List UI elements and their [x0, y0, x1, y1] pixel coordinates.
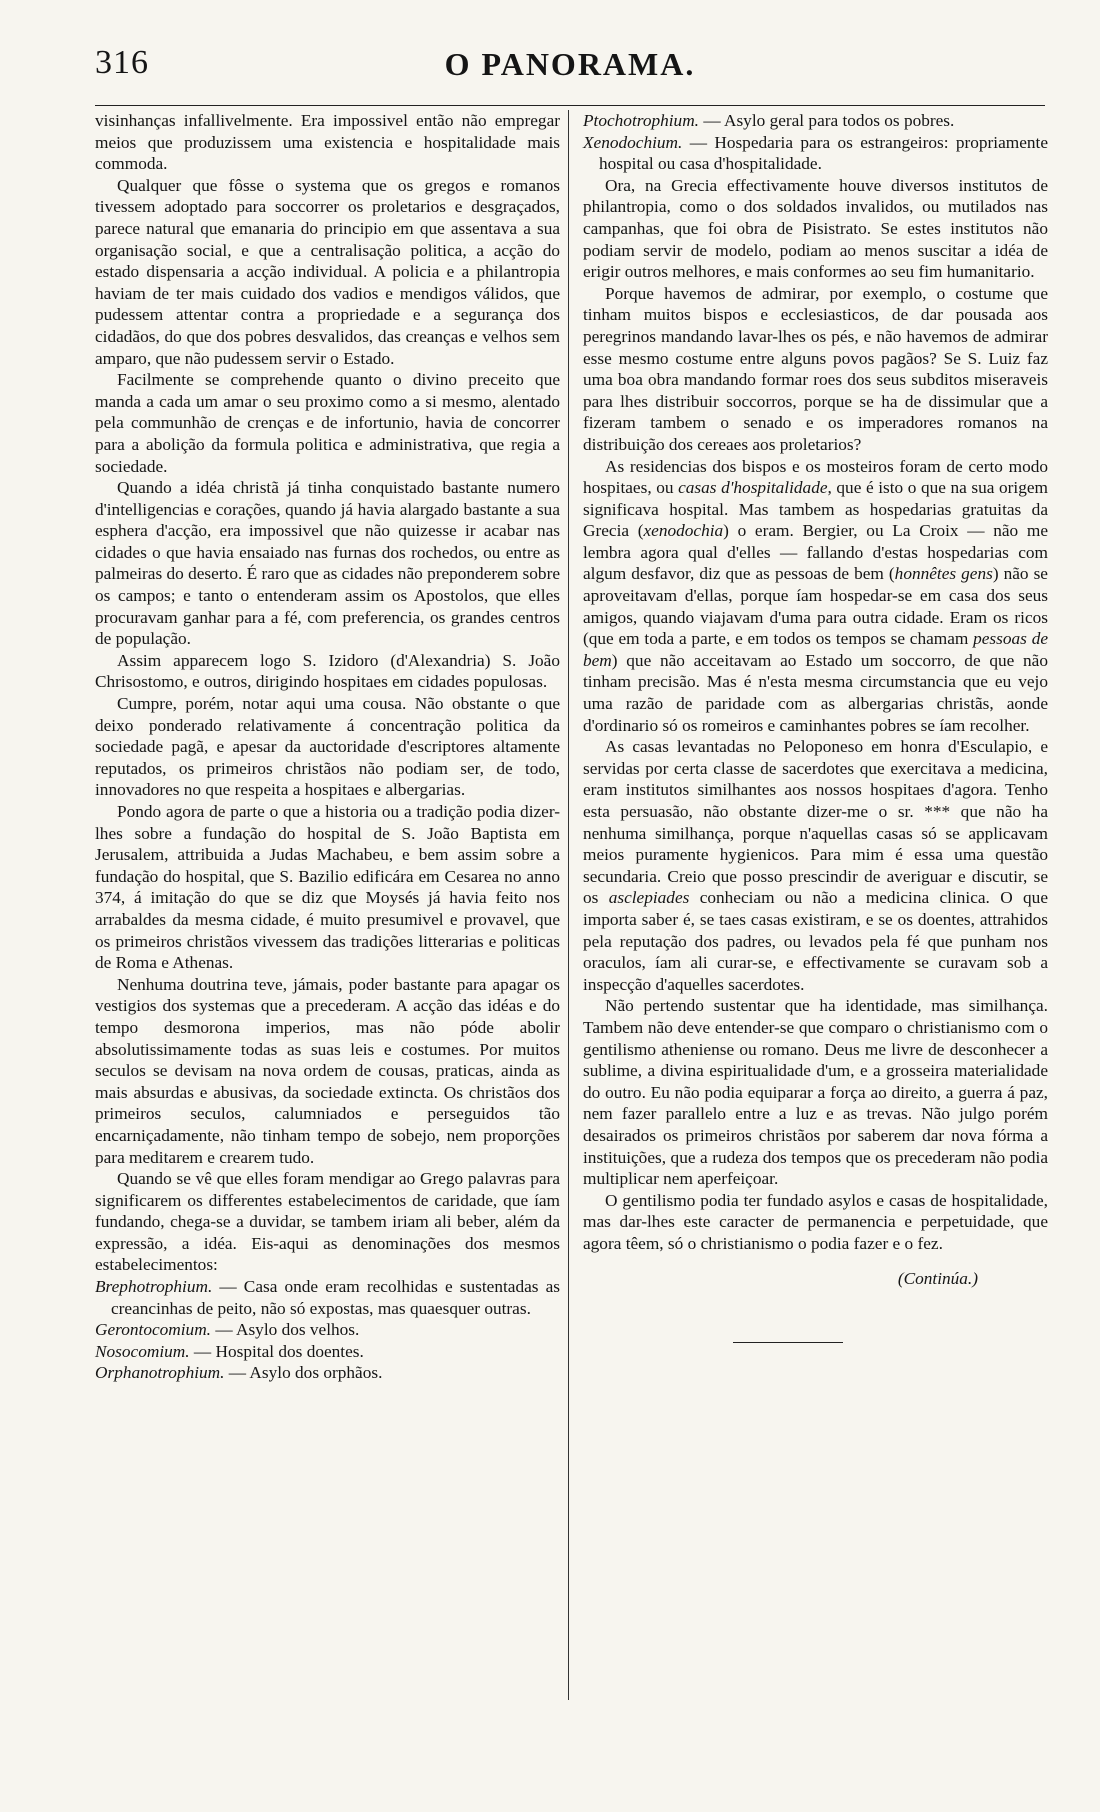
paragraph	[583, 456, 1048, 737]
text-run: As residencias dos bispos e os mosteiros foram de certo modo hospitaes, ou	[583, 456, 1048, 498]
text-run: ) que não acceitavam ao Estado um soccorro, de que não tinham precisão. Mas é n'esta mesma circumstancia que eu vejo uma razão de paridade com as albergarias christãs, aonde d'ordinario só os romeiros e caminhantes pobres se íam recolher.	[583, 650, 1048, 735]
entry-term: Nosocomium.	[95, 1341, 190, 1361]
entry-term: Brephotrophium.	[95, 1277, 213, 1297]
definition-entry	[583, 132, 1048, 175]
paragraph: Quando a idéa christã já tinha conquistado bastante numero d'intelligencias e corações, quando já havia alargado bastante a sua esphera d'acção, era impossivel que não quizesse ir acabar nas cidades o que havia ensaiado nas furnas dos rochedos, ou entre as palmeiras do deserto. É raro que as cidades não preponderem sobre os campos; e tanto o entenderam assim os Apostolos, que elles procuravam ganhar para a fé, com preferencia, os grandes centros de população.	[95, 478, 560, 649]
entry-text: — Casa onde eram recolhidas e sustentadas as creancinhas de peito, não só expostas, mas quaesquer outras.	[111, 1277, 560, 1318]
definition-entry	[583, 110, 1048, 132]
entry-text: — Asylo dos orphãos.	[224, 1363, 383, 1383]
definition-entry	[95, 1319, 560, 1341]
italic-run: asclepiades	[608, 888, 690, 908]
text-run: ) não se aproveitavam d'ellas, porque íam hospedar-se em casa dos seus amigos, quando viajavam d'uma para outra cidade. Eram os ricos (que em toda a parte, e em todos os tempos se chamam	[583, 564, 1048, 649]
paragraph: visinhanças infallivelmente. Era impossivel então não empregar meios que produzissem uma existencia e hospitalidade mais commoda.	[95, 111, 560, 174]
text-run: As casas levantadas no Peloponeso em honra d'Esculapio, e servidas por certa classe de sacerdotes que exercitava a medicina, eram institutos similhantes aos nossos hospitaes d'agora. Tenho esta persuasão, não obstante dizer-me o sr. *** que não ha nenhuma similhança, porque n'aquellas casas só se applicavam meios puramente hygienicos. Para mim é essa uma questão secundaria. Creio que posso prescindir de averiguar e discutir, se os	[583, 737, 1048, 908]
end-rule	[733, 1342, 843, 1343]
text-run: ) o eram. Bergier, ou La Croix — não me lembra agora qual d'elles — fallando d'estas hospedarias com algum desfavor, diz que as pessoas de bem (	[583, 521, 1048, 584]
paragraph: Ora, na Grecia effectivamente houve diversos institutos de philantropia, como o dos soldados invalidos, ou mutilados nas campanhas, que foi obra de Pisistrato. Se estes institutos não podiam servir de modelo, podiam ao menos suscitar a idéa de erigir outros melhores, e mais conformes ao seu fim humanitario.	[583, 175, 1048, 282]
paragraph: Quando se vê que elles foram mendigar ao Grego palavras para significarem os differentes estabelecimentos de caridade, que íam fundando, chega-se a duvidar, se tambem iriam ali beber, além da expressão, a idéa. Eis-aqui as denominações dos mesmos estabelecimentos:	[95, 1169, 560, 1275]
page-header	[95, 44, 1045, 94]
definition-entry	[95, 1362, 560, 1384]
column-divider	[568, 110, 569, 1700]
right-column	[583, 110, 1048, 1343]
paragraph: Assim apparecem logo S. Izidoro (d'Alexandria) S. João Chrisostomo, e outros, dirigindo hospitaes em cidades populosas.	[95, 650, 560, 692]
entry-term: Gerontocomium.	[95, 1320, 211, 1340]
entry-term: Xenodochium.	[583, 132, 683, 152]
italic-run: pessoas de bem	[583, 629, 1049, 670]
paragraph: Não pertendo sustentar que ha identidade, mas similhança. Tambem não deve entender-se que comparo o christianismo com o gentilismo atheniense ou romano. Deus me livre de desconhecer a sublime, a divina espiritualidade d'um, e a grosseira materialidade do outro. Eu não podia equiparar a força ao direito, a guerra á paz, nem fazer parallelo entre a luz e as trevas. Não julgo porém desairados os primeiros christãos por saberem dar nova fórma a instituições, que a rudeza dos tempos que os precederam não podia multiplicar nem aperfeiçoar.	[583, 996, 1048, 1189]
left-column	[95, 110, 560, 1384]
entry-term: Ptochotrophium.	[583, 111, 699, 130]
paragraph: Pondo agora de parte o que a historia ou a tradição podia dizer-lhes sobre a fundação do hospital de S. João Baptista em Jerusalem, attribuida a Judas Machabeu, e bem assim sobre a fundação do hospital, que S. Bazilio edificára em Cesarea no anno 374, á imitação do que se diz que Moysés já havia feito nos arrabaldes da mesma cidade, é muito presumivel e provavel, que os primeiros christãos vivessem das tradições litterarias e politicas de Roma e Athenas.	[95, 802, 560, 973]
entry-text: — Hospedaria para os estrangeiros: propriamente hospital ou casa d'hospitalidade.	[599, 132, 1048, 174]
entry-text: — Hospital dos doentes.	[189, 1341, 364, 1361]
header-rule	[95, 105, 1045, 106]
italic-run: casas d'hospitalidade	[678, 478, 828, 498]
definition-entry	[95, 1341, 560, 1363]
definition-entry	[95, 1276, 560, 1319]
text-run: conheciam ou não a medicina clinica. O que importa saber é, se taes casas existiram, e se os doentes, attrahidos pela reputação dos padres, ou levados pela fé que punham nos oraculos, íam ali curar-se, e effectivamente se curavam sob a inspecção d'aquelles sacerdotes.	[583, 888, 1048, 994]
entry-text: — Asylo geral para todos os pobres.	[699, 111, 955, 130]
entry-term: Orphanotrophium.	[95, 1363, 225, 1383]
page-number: 316	[95, 44, 149, 81]
paragraph	[583, 736, 1048, 995]
italic-run: honnêtes gens	[894, 564, 993, 584]
paragraph: Nenhuma doutrina teve, jámais, poder bastante para apagar os vestigios dos systemas que a precederam. A acção das idéas e do tempo desmorona imperios, mas não póde abolir absolutissimamente todas as suas leis e costumes. Por muitos seculos se devisam na nova ordem de cousas, praticas, ainda as mais absurdas e abusivas, da sociedade extincta. Os christãos dos primeiros seculos, calumniados e perseguidos tão encarniçadamente, não tinham tempo de sobejo, nem proporções para meditarem e crearem tudo.	[95, 974, 560, 1167]
paragraph: Facilmente se comprehende quanto o divino preceito que manda a cada um amar o seu proximo como a si mesmo, alentado pela communhão de crenças e de infortunio, havia de concorrer para a abolição da formula politica e administrativa, que regia a sociedade.	[95, 370, 560, 476]
masthead-title: O PANORAMA.	[444, 46, 696, 82]
paragraph: O gentilismo podia ter fundado asylos e casas de hospitalidade, mas dar-lhes este caracter de permanencia e perpetuidade, que agora têem, só o christianismo o podia fazer e o fez.	[583, 1190, 1048, 1253]
italic-run: xenodochia	[643, 521, 724, 541]
paragraph: Cumpre, porém, notar aqui uma cousa. Não obstante o que deixo ponderado relativamente á concentração politica da sociedade pagã, e apesar da auctoridade d'escriptores altamente reputados, os primeiros christãos não podiam ser, de todo, innovadores no que respeita a hospitaes e albergarias.	[95, 694, 560, 800]
continued-note: (Continúa.)	[897, 1269, 978, 1289]
paragraph: Qualquer que fôsse o systema que os gregos e romanos tivessem adoptado para soccorrer os proletarios e desgraçados, parece natural que emanaria do principio em que assentava a sua organisação social, e que a centralisação politica, a acção do estado dispensaria a acção individual. A policia e a philantropia haviam de ter mais cuidado dos vadios e mendigos válidos, que pudessem attentar contra a propriedade e a segurança dos cidadãos, do que dos pobres desvalidos, das creanças e velhos sem amparo, que não pudessem servir o Estado.	[95, 175, 560, 368]
text-run: , que é isto o que na sua origem significava hospital. Mas tambem as hospedarias gratuitas da Grecia (	[583, 478, 1048, 541]
entry-text: — Asylo dos velhos.	[211, 1320, 360, 1340]
paragraph: Porque havemos de admirar, por exemplo, o costume que tinham muitos bispos e ecclesiasticos, de dar pousada aos peregrinos mandando lavar-lhes os pés, e não havemos de admirar esse mesmo costume entre alguns povos pagãos? Se S. Luiz faz uma boa obra mandando formar roes dos seus subditos miseraveis para lhes distribuir soccorros, porque se ha de dissimular que a fizeram tambem o senado e os imperadores romanos na distribuição dos cereaes aos proletarios?	[583, 283, 1048, 454]
